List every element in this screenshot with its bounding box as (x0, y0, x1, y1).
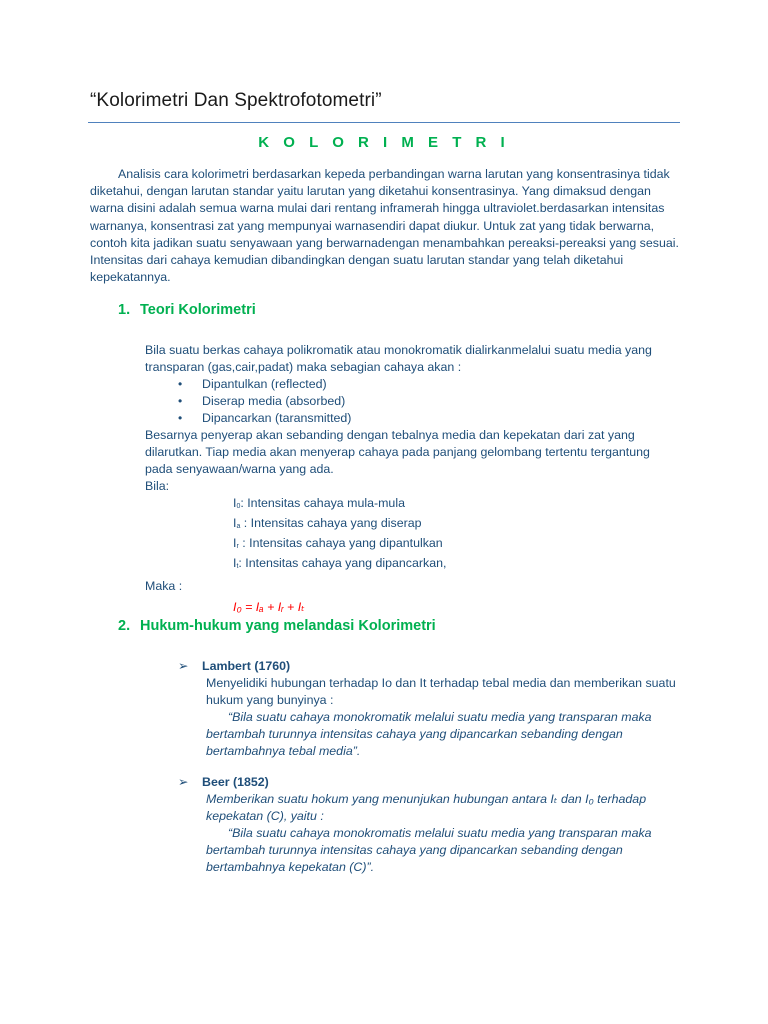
law-description: Menyelidiki hubungan terhadap Io dan It terhadap tebal media dan memberikan suatu hukum yang bunyinya : (206, 676, 676, 707)
definitions-list (145, 495, 675, 575)
section-heading: K O L O R I M E T R I (258, 134, 510, 151)
bullet-icon: • (178, 411, 183, 425)
intro-paragraph: Analisis cara kolorimetri berdasarkan kepeda perbandingan warna larutan yang konsentrasinya tidak diketahui, dengan larutan standar yaitu larutan yang diketahui konsentrasinya. Yang dimaksud dengan warna disini adalah semua warna mulai dari rentang inframerah hingga ultraviolet.berdasarkan intensitas warnanya, konsentrasi zat yang mempunyai warnasendiri dapat diukur. Untuk zat yang tidak berwarna, contoh kita jadikan suatu senyawaan yang berwarnadengan menambahkan pereaksi-pereaksi yang sesuai. Intensitas dari cahaya kemudian dibandingkan dengan suatu larutan standar yang telah diketahui kepekatannya. (90, 167, 679, 285)
law-lambert (178, 658, 678, 760)
bullet-icon: • (178, 377, 183, 391)
list-item: • Diserap media (absorbed) (178, 394, 346, 408)
section1-body (145, 342, 675, 616)
section1-para1: Bila suatu berkas cahaya polikromatik atau monokromatik dialirkanmelalui suatu media yang transparan (gas,cair,padat) maka sebagian cahaya akan : (145, 343, 652, 374)
section1-heading (118, 302, 256, 318)
definition-item: I0: Intensitas cahaya mula-mula (233, 496, 405, 510)
law-title: ➢ Lambert (1760) (178, 659, 291, 673)
law-description: Memberikan suatu hokum yang menunjukan hubungan antara Iₜ dan I₀ terhadap kepekatan (C), yaitu : (206, 792, 647, 823)
section2-title: Hukum-hukum yang melandasi Kolorimetri (140, 618, 436, 634)
section2-heading (118, 618, 436, 634)
document-title: “Kolorimetri Dan Spektrofotometri” (90, 90, 382, 111)
arrow-bullet-icon: ➢ (178, 659, 189, 673)
reflection-list (145, 376, 675, 427)
arrow-bullet-icon: ➢ (178, 775, 189, 789)
law-statement: “Bila suatu cahaya monokromatis melalui suatu media yang transparan maka bertambah turunnya intensitas cahaya yang dipancarkan sebanding dengan bertambahnya kepekatan (C)”. (206, 826, 652, 874)
section1-para2: Besarnya penyerap akan sebanding dengan tebalnya media dan kepekatan dari zat yang dilarutkan. Tiap media akan menyerap cahaya pada panjang gelombang tertentu tergantung pada senyawaan/warna yang ada. (145, 428, 650, 476)
definition-item: It: Intensitas cahaya yang dipancarkan, (233, 556, 447, 570)
list-item: • Dipantulkan (reflected) (178, 377, 327, 391)
intensity-formula: I₀ = Iₐ + Iᵣ + Iₜ (233, 600, 305, 614)
law-title: ➢ Beer (1852) (178, 775, 269, 789)
law-statement: “Bila suatu cahaya monokromatik melalui suatu media yang transparan maka bertambah turunnya intensitas cahaya yang dipancarkan sebanding dengan bertambahnya tebal media”. (206, 710, 652, 758)
section1-title: Teori Kolorimetri (140, 302, 256, 318)
section2-number: 2. (118, 618, 131, 634)
definition-item: Ir : Intensitas cahaya yang dipantulkan (233, 536, 443, 550)
list-item: • Dipancarkan (taransmitted) (178, 411, 352, 425)
bullet-icon: • (178, 394, 183, 408)
section1-number: 1. (118, 302, 131, 318)
definition-item: Ia : Intensitas cahaya yang diserap (233, 516, 422, 530)
title-divider (88, 122, 680, 123)
maka-label: Maka : (145, 579, 183, 593)
law-beer (178, 774, 678, 876)
bila-label: Bila: (145, 479, 170, 493)
